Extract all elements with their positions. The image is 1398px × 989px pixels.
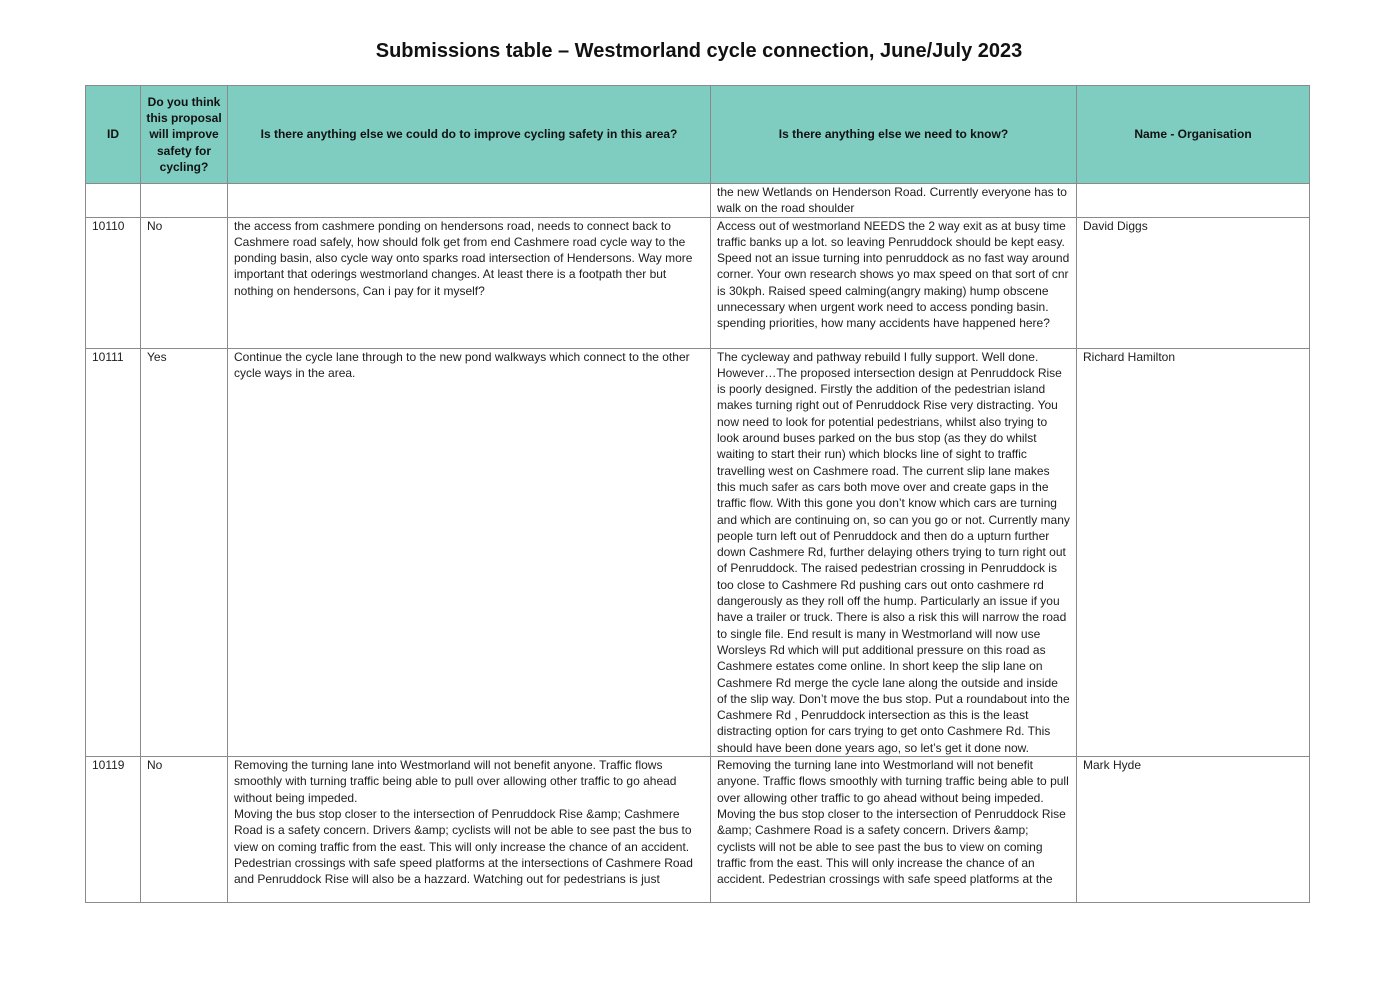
cell-anything-else — [228, 184, 711, 218]
cell-need-to-know: The cycleway and pathway rebuild I fully support. Well done. However…The proposed intersection design at Penruddock Rise is poorly designed. Firstly the addition of the pedestrian island makes turning right out of Penruddock Rise very distracting. You now need to look for potential pedestrians, whilst also trying to look around buses parked on the bus stop (as they do whilst waiting to start their run) which blocks line of sight to traffic travelling west on Cashmere road. The current slip lane makes this much safer as cars both move over and create gaps in the traffic flow. With this gone you don’t know which cars are turning and which are continuing on, so can you go or not. Currently many people turn left out of Penruddock and then do a upturn further down Cashmere Rd, further delaying others trying to turn right out of Penruddock. The raised pedestrian crossing in Penruddock is too close to Cashmere Rd pushing cars out onto cashmere rd dangerously as they roll off the hump. Particularly an issue if you have a trailer or truck. There is also a risk this will narrow the road to single file. End result is many in Westmorland will now use Worsleys Rd which will put additional pressure on this road as Cashmere estates come online. In short keep the slip lane on Cashmere Rd merge the cycle lane along the outside and inside of the slip way. Don’t move the bus stop. Put a roundabout into the Cashmere Rd , Penruddock intersection as this is the least distracting option for cars trying to get onto Cashmere Rd. This should have been done years ago, so let’s get it done now. — [711, 348, 1077, 756]
cell-anything-else: Removing the turning lane into Westmorland will not benefit anyone. Traffic flows smoothly with turning traffic being able to pull over allowing other traffic to go ahead without being impeded. Moving the bus stop closer to the intersection of Penruddock Rise &amp; Cashmere Road is a safety concern. Drivers &amp; cyclists will not be able to see past the bus to view on coming traffic from the east. This will only increase the chance of an accident. Pedestrian crossings with safe speed platforms at the intersections of Cashmere Road and Penruddock Rise will also be a hazzard. Watching out for pedestrians is just — [228, 757, 711, 903]
header-name-organisation: Name - Organisation — [1077, 86, 1310, 184]
cell-need-to-know: Removing the turning lane into Westmorland will not benefit anyone. Traffic flows smoothly with turning traffic being able to pull over allowing other traffic to go ahead without being impeded. Moving the bus stop closer to the intersection of Penruddock Rise &amp; Cashmere Road is a safety concern. Drivers &amp; cyclists will not be able to see past the bus to view on coming traffic from the east. This will only increase the chance of an accident. Pedestrian crossings with safe speed platforms at the — [711, 757, 1077, 903]
table-header-row — [86, 86, 1310, 184]
cell-id — [86, 184, 141, 218]
table-row-continuation — [86, 184, 1310, 218]
cell-need-to-know: the new Wetlands on Henderson Road. Currently everyone has to walk on the road shoulder — [711, 184, 1077, 218]
table-row — [86, 217, 1310, 348]
table-row — [86, 757, 1310, 903]
cell-name: Mark Hyde — [1077, 757, 1310, 903]
table-row — [86, 348, 1310, 756]
cell-improve: No — [141, 757, 228, 903]
header-need-to-know: Is there anything else we need to know? — [711, 86, 1077, 184]
cell-name: David Diggs — [1077, 217, 1310, 348]
submissions-table — [85, 85, 1310, 903]
cell-anything-else: Continue the cycle lane through to the new pond walkways which connect to the other cycle ways in the area. — [228, 348, 711, 756]
header-anything-else: Is there anything else we could do to improve cycling safety in this area? — [228, 86, 711, 184]
header-improve-safety: Do you think this proposal will improve safety for cycling? — [141, 86, 228, 184]
cell-improve: Yes — [141, 348, 228, 756]
cell-name: Richard Hamilton — [1077, 348, 1310, 756]
cell-improve — [141, 184, 228, 218]
cell-id: 10119 — [86, 757, 141, 903]
cell-need-to-know: Access out of westmorland NEEDS the 2 way exit as at busy time traffic banks up a lot. so leaving Penruddock should be kept easy. Speed not an issue turning into penruddock as no fast way around corner. Your own research shows yo max speed on that sort of cnr is 30kph. Raised speed calming(angry making) hump obscene unnecessary when urgent work need to access ponding basin. spending priorities, how many accidents have happened here? — [711, 217, 1077, 348]
header-id: ID — [86, 86, 141, 184]
cell-anything-else: the access from cashmere ponding on hendersons road, needs to connect back to Cashmere road safely, how should folk get from end Cashmere road cycle way to the ponding basin, also cycle way onto sparks road intersection of Hendersons. Way more important that oderings westmorland changes. At least there is a footpath ther but nothing on hendersons, Can i pay for it myself? — [228, 217, 711, 348]
cell-id: 10111 — [86, 348, 141, 756]
cell-name — [1077, 184, 1310, 218]
cell-id: 10110 — [86, 217, 141, 348]
document-title: Submissions table – Westmorland cycle connection, June/July 2023 — [375, 40, 1023, 62]
cell-improve: No — [141, 217, 228, 348]
